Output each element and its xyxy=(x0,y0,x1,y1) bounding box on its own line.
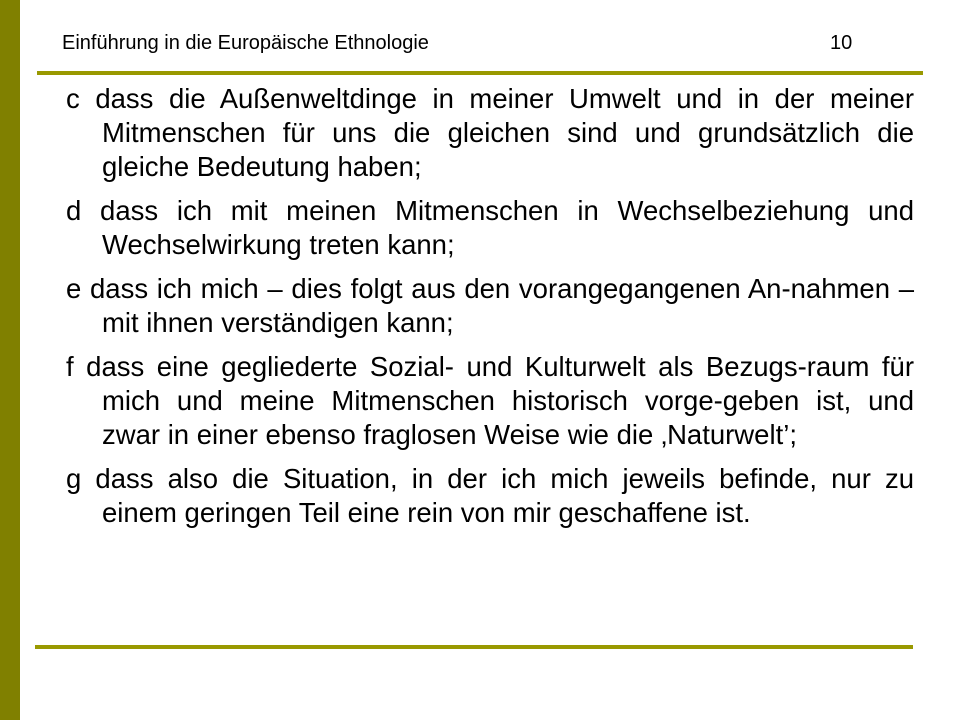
list-item-text: dass die Außenweltdinge in meiner Umwelt und in der meiner Mitmenschen für uns die gleichen sind und grundsätzlich die gleiche Bedeutung haben; xyxy=(95,83,915,182)
slide-header-title: Einführung in die Europäische Ethnologie xyxy=(62,32,429,54)
list-item-text: dass also die Situation, in der ich mich jeweils befinde, nur zu einem geringen Teil eine rein von mir geschaffene ist. xyxy=(95,463,915,528)
list-item-text: dass ich mich – dies folgt aus den vorangegangenen An-nahmen – mit ihnen verständigen kann; xyxy=(90,273,915,338)
list-marker: c xyxy=(66,83,80,114)
list-item-g xyxy=(66,462,914,530)
left-accent-bar xyxy=(0,0,20,720)
list-item-f xyxy=(66,350,914,452)
slide-body xyxy=(66,82,914,540)
list-item-text: dass eine gegliederte Sozial- und Kulturwelt als Bezugs-raum für mich und meine Mitmenschen historisch vorge-geben ist, und zwar in einer ebenso fraglosen Weise wie die ‚Naturwelt’; xyxy=(86,351,915,450)
list-marker: g xyxy=(66,463,82,494)
list-item-d xyxy=(66,194,914,262)
list-item-c xyxy=(66,82,914,184)
list-marker: f xyxy=(66,351,74,382)
page-number: 10 xyxy=(830,32,853,54)
bottom-divider xyxy=(35,645,913,649)
list-marker: e xyxy=(66,273,82,304)
list-marker: d xyxy=(66,195,82,226)
list-item-text: dass ich mit meinen Mitmenschen in Wechselbeziehung und Wechselwirkung treten kann; xyxy=(100,195,914,260)
list-item-e xyxy=(66,272,914,340)
top-divider xyxy=(37,71,923,75)
